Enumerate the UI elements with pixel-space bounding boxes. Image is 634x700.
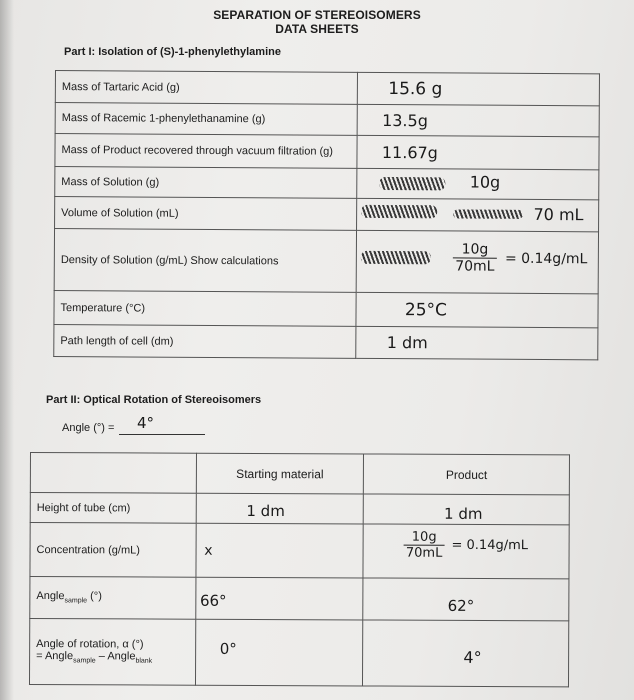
table-row (54, 229, 598, 294)
starting-value: 66° (195, 577, 363, 620)
row-label: Angle$_{sample}$ (°) (30, 577, 196, 620)
angle-underline (119, 434, 205, 435)
density-fraction: $\frac{10g}{70mL}$ (453, 241, 496, 274)
table-row (55, 71, 599, 106)
table-row (30, 523, 569, 579)
angle-value: 4° (137, 414, 155, 432)
table-row (29, 619, 568, 687)
page-edge-shadow (0, 0, 14, 700)
scribble-mark (362, 205, 438, 218)
row-value: 11.67g (357, 135, 599, 169)
product-value: 4° (363, 620, 569, 687)
table-row (55, 197, 599, 232)
row-value: 25°C (356, 292, 598, 327)
row-label: Density of Solution (g/mL) Show calculations (54, 229, 357, 293)
product-value: 62° (363, 578, 569, 621)
part1-table (53, 70, 600, 360)
part1-heading: Part I: Isolation of (S)-1-phenylethylamine (64, 46, 281, 58)
row-label: Mass of Racemic 1-phenylethanamine (g) (55, 103, 358, 136)
row-label: Volume of Solution (mL) (55, 197, 358, 231)
table-row (54, 324, 598, 359)
product-value: $\frac{10g}{70mL}$ = 0.14g/mL (363, 524, 569, 579)
row-value: 70 mL (357, 198, 599, 231)
col-header-starting: Starting material (196, 453, 364, 494)
table-row (30, 493, 569, 525)
row-label: Path length of cell (dm) (54, 324, 357, 358)
starting-value: 1 dm (196, 493, 364, 524)
row-value: 15.6 g (358, 72, 600, 105)
row-label: Height of tube (cm) (30, 493, 196, 524)
row-label: Temperature (°C) (54, 290, 357, 326)
table-row (30, 577, 569, 621)
table-row (55, 103, 599, 137)
product-value: 1 dm (364, 494, 570, 525)
sheet-subtitle: DATA SHEETS (275, 22, 359, 36)
row-label: Concentration (g/mL) (30, 523, 196, 578)
row-value: 1 dm (356, 326, 598, 359)
angle-label: Angle (°) = (62, 422, 115, 434)
part2-heading: Part II: Optical Rotation of Stereoisomers (46, 394, 262, 406)
table-row (55, 167, 599, 200)
part2-table (29, 452, 570, 687)
table-row (54, 290, 598, 327)
starting-value: 0° (195, 619, 363, 686)
col-header-product: Product (364, 454, 570, 495)
scribble-mark (361, 251, 431, 264)
row-value: 13.5g (358, 104, 600, 136)
row-label: Mass of Product recovered through vacuum filtration (g) (55, 134, 358, 169)
row-label: Mass of Tartaric Acid (g) (55, 71, 358, 105)
row-value: $\frac{10g}{70mL}$ = 0.14g/mL (357, 230, 599, 293)
table-row (55, 134, 599, 170)
scribble-mark (454, 209, 524, 218)
header-blank (30, 453, 196, 494)
row-label: Angle of rotation, α (°) = Angle$_{sample}$ – Angle$_{blank}$ (29, 619, 195, 686)
starting-value: x (196, 523, 364, 578)
sheet-title: SEPARATION OF STEREOISOMERS (213, 8, 421, 22)
row-label: Mass of Solution (g) (55, 167, 358, 199)
row-value: 10g (357, 168, 599, 199)
table-row (30, 453, 569, 495)
concentration-fraction: $\frac{10g}{70mL}$ (404, 530, 445, 561)
scribble-mark (380, 177, 446, 190)
